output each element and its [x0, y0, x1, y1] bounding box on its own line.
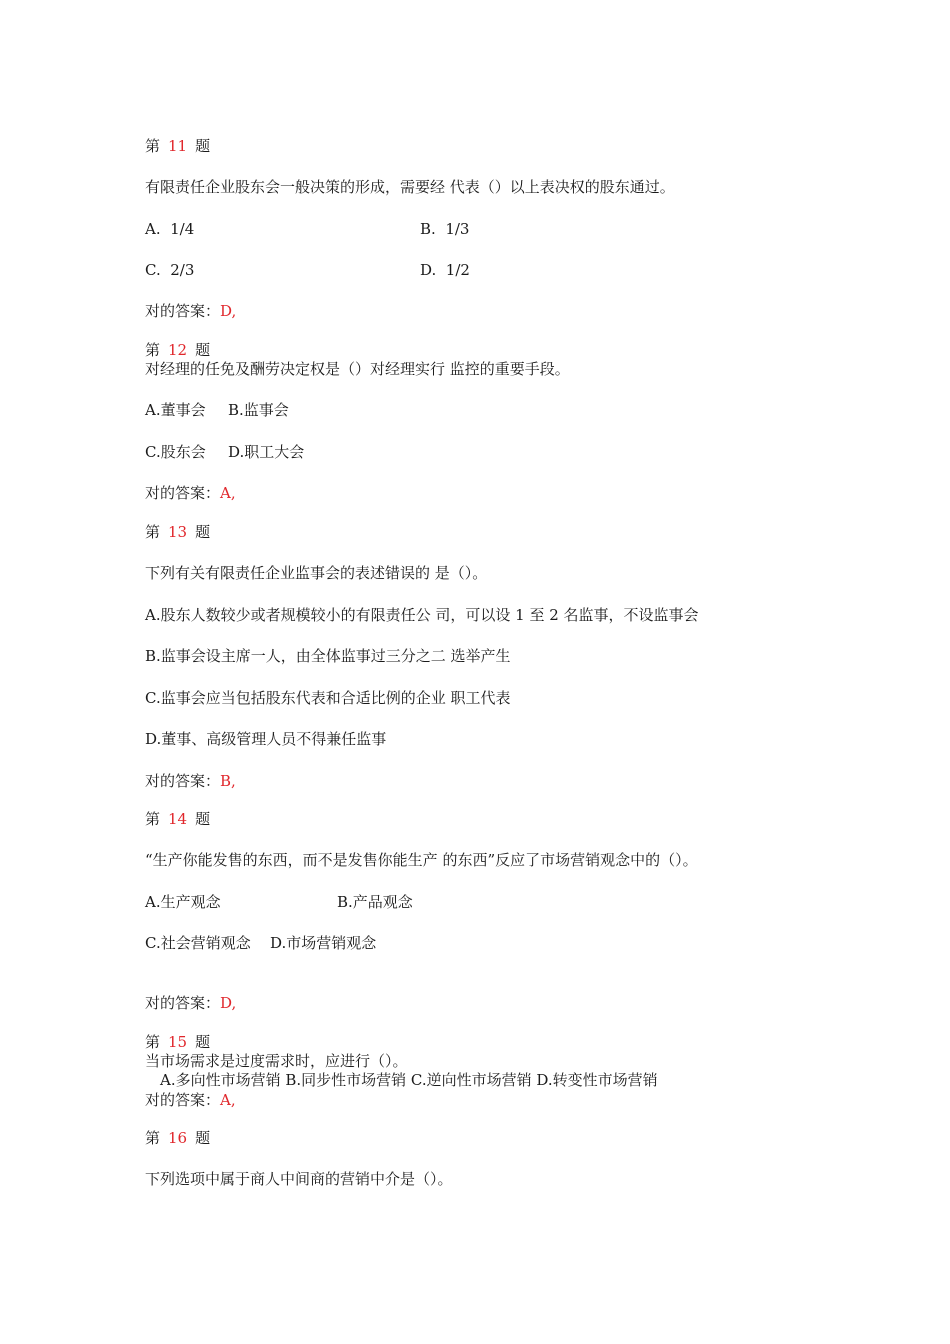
answer-label: 对的答案：	[145, 302, 221, 320]
question-11-option-d: D. 1/2	[420, 261, 470, 279]
answer-label: 对的答案：	[145, 994, 221, 1012]
question-14-option-a: A.生产观念	[145, 893, 221, 911]
question-14-answer	[145, 994, 236, 1012]
question-number: 15	[168, 1033, 188, 1051]
question-12-stem: 对经理的任免及酬劳决定权是（）对经理实行 监控的重要手段。	[145, 360, 570, 378]
q-suffix: 题	[195, 1033, 211, 1051]
question-11-option-b: B. 1/3	[420, 220, 470, 238]
answer-label: 对的答案：	[145, 772, 221, 790]
answer-value: A,	[220, 1091, 236, 1109]
question-14-option-d: D.市场营销观念	[270, 934, 377, 952]
question-11-answer	[145, 302, 236, 320]
answer-value: D,	[220, 302, 237, 320]
q-suffix: 题	[195, 523, 211, 541]
answer-label: 对的答案：	[145, 1091, 221, 1109]
q-prefix: 第	[145, 1033, 161, 1051]
q-prefix: 第	[145, 341, 161, 359]
question-12-option-a: A.董事会	[145, 401, 206, 419]
q-suffix: 题	[195, 810, 211, 828]
question-12-option-d: D.职工大会	[228, 443, 305, 461]
q-suffix: 题	[195, 341, 211, 359]
q-prefix: 第	[145, 523, 161, 541]
question-11-stem: 有限责任企业股东会一般决策的形成，需要经 代表（）以上表决权的股东通过。	[145, 178, 675, 196]
question-15-options: A.多向性市场营销 B.同步性市场营销 C.逆向性市场营销 D.转变性市场营销	[160, 1071, 658, 1089]
question-12-option-c: C.股东会	[145, 443, 206, 461]
answer-value: A,	[220, 484, 236, 502]
question-13-option-a: A.股东人数较少或者规模较小的有限责任公 司，可以设 1 至 2 名监事，不设监事会	[145, 606, 699, 624]
question-number: 11	[168, 137, 188, 155]
q-suffix: 题	[195, 137, 211, 155]
question-11-heading	[145, 137, 210, 155]
question-15-heading	[145, 1033, 210, 1051]
question-11-option-a: A. 1/4	[145, 220, 195, 238]
question-13-answer	[145, 772, 236, 790]
q-prefix: 第	[145, 137, 161, 155]
question-number: 14	[168, 810, 188, 828]
question-12-answer	[145, 484, 236, 502]
answer-value: B,	[220, 772, 236, 790]
question-12-heading	[145, 341, 210, 359]
question-15-stem: 当市场需求是过度需求时，应进行（）。	[145, 1052, 408, 1070]
question-number: 13	[168, 523, 188, 541]
q-prefix: 第	[145, 1129, 161, 1147]
question-15-answer	[145, 1091, 236, 1109]
question-13-option-d: D.董事、高级管理人员不得兼任监事	[145, 730, 387, 748]
question-13-heading	[145, 523, 210, 541]
question-16-heading	[145, 1129, 210, 1147]
question-13-option-b: B.监事会设主席一人，由全体监事过三分之二 选举产生	[145, 647, 511, 665]
question-16-stem: 下列选项中属于商人中间商的营销中介是（）。	[145, 1170, 453, 1188]
question-12-option-b: B.监事会	[228, 401, 289, 419]
question-14-option-b: B.产品观念	[337, 893, 413, 911]
answer-label: 对的答案：	[145, 484, 221, 502]
question-14-heading	[145, 810, 210, 828]
q-suffix: 题	[195, 1129, 211, 1147]
question-number: 16	[168, 1129, 188, 1147]
question-13-stem: 下列有关有限责任企业监事会的表述错误的 是（）。	[145, 564, 488, 582]
question-11-option-c: C. 2/3	[145, 261, 195, 279]
question-number: 12	[168, 341, 188, 359]
q-prefix: 第	[145, 810, 161, 828]
question-13-option-c: C.监事会应当包括股东代表和合适比例的企业 职工代表	[145, 689, 511, 707]
question-14-stem: “生产你能发售的东西，而不是发售你能生产 的东西”反应了市场营销观念中的（）。	[145, 851, 698, 869]
answer-value: D,	[220, 994, 237, 1012]
question-14-option-c: C.社会营销观念	[145, 934, 251, 952]
